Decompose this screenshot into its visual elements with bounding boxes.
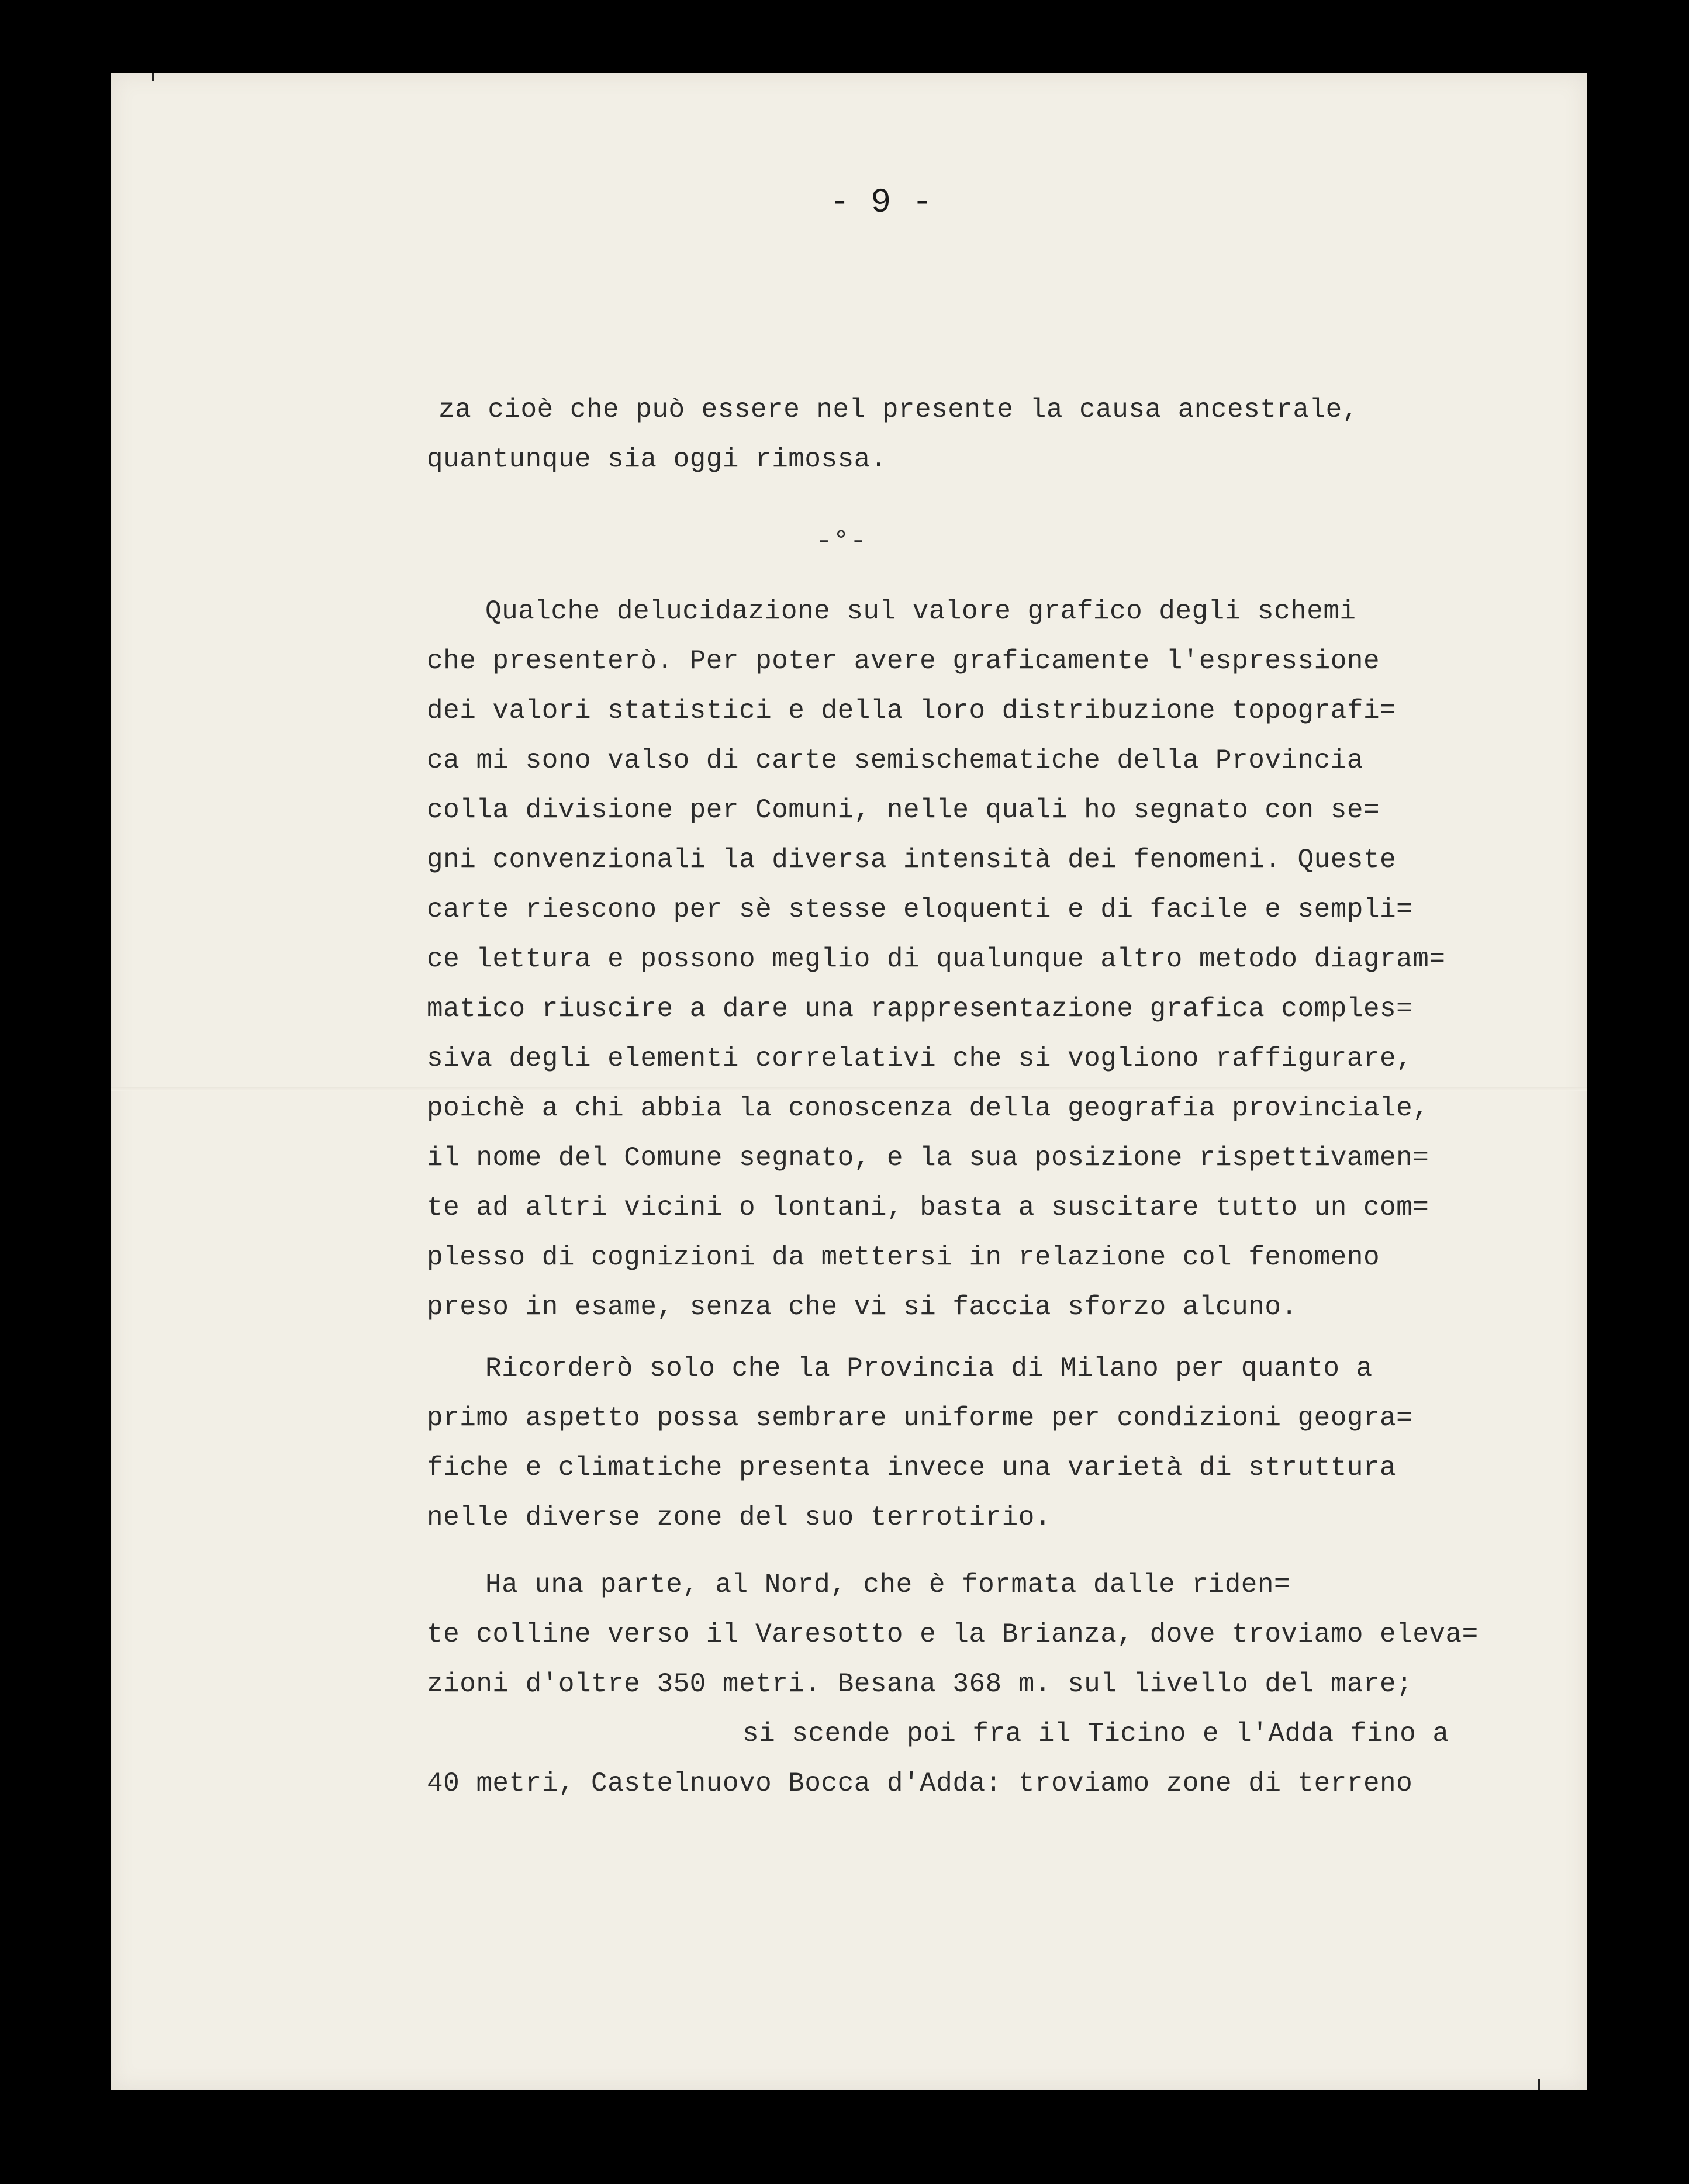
text-line: Ricorderò solo che la Provincia di Milano per quanto a	[485, 1353, 1373, 1384]
text-line: zioni d'oltre 350 metri. Besana 368 m. sul livello del mare;	[427, 1669, 1413, 1699]
text-line: te colline verso il Varesotto e la Brianza, dove troviamo eleva=	[427, 1619, 1479, 1650]
text-line: che presenterò. Per poter avere graficamente l'espressione	[427, 646, 1380, 676]
text-line: matico riuscire a dare una rappresentazione grafica comples=	[427, 994, 1413, 1024]
text-line: plesso di cognizioni da mettersi in relazione col fenomeno	[427, 1242, 1380, 1273]
text-line: 40 metri, Castelnuovo Bocca d'Adda: troviamo zone di terreno	[427, 1768, 1413, 1799]
section-separator: -°-	[816, 526, 867, 558]
text-line: dei valori statistici e della loro distribuzione topografi=	[427, 696, 1397, 726]
text-line: quantunque sia oggi rimossa.	[427, 444, 887, 475]
document-page	[111, 73, 1587, 2090]
text-line: il nome del Comune segnato, e la sua posizione rispettivamen=	[427, 1143, 1429, 1173]
text-line: te ad altri vicini o lontani, basta a suscitare tutto un com=	[427, 1193, 1429, 1223]
text-line: za cioè che può essere nel presente la causa ancestrale,	[438, 395, 1359, 425]
text-line: nelle diverse zone del suo terrotirio.	[427, 1502, 1051, 1533]
page-number: - 9 -	[829, 184, 933, 222]
text-line: primo aspetto possa sembrare uniforme per condizioni geogra=	[427, 1403, 1413, 1433]
text-line: gni convenzionali la diversa intensità dei fenomeni. Queste	[427, 845, 1397, 875]
text-line: poichè a chi abbia la conoscenza della geografia provinciale,	[427, 1093, 1429, 1124]
text-line: ce lettura e possono meglio di qualunque altro metodo diagram=	[427, 944, 1446, 974]
text-line: fiche e climatiche presenta invece una varietà di struttura	[427, 1453, 1397, 1483]
text-line: colla divisione per Comuni, nelle quali ho segnato con se=	[427, 795, 1380, 825]
text-line: siva degli elementi correlativi che si vogliono raffigurare,	[427, 1043, 1413, 1074]
text-line: Ha una parte, al Nord, che è formata dalle riden=	[485, 1570, 1291, 1600]
text-line: si scende poi fra il Ticino e l'Adda fino a	[742, 1719, 1449, 1749]
text-line: ca mi sono valso di carte semischematiche della Provincia	[427, 745, 1363, 776]
text-line: preso in esame, senza che vi si faccia sforzo alcuno.	[427, 1292, 1298, 1322]
text-line: Qualche delucidazione sul valore grafico degli schemi	[485, 596, 1356, 627]
typed-text	[111, 73, 1587, 2090]
text-line: carte riescono per sè stesse eloquenti e di facile e sempli=	[427, 894, 1413, 925]
